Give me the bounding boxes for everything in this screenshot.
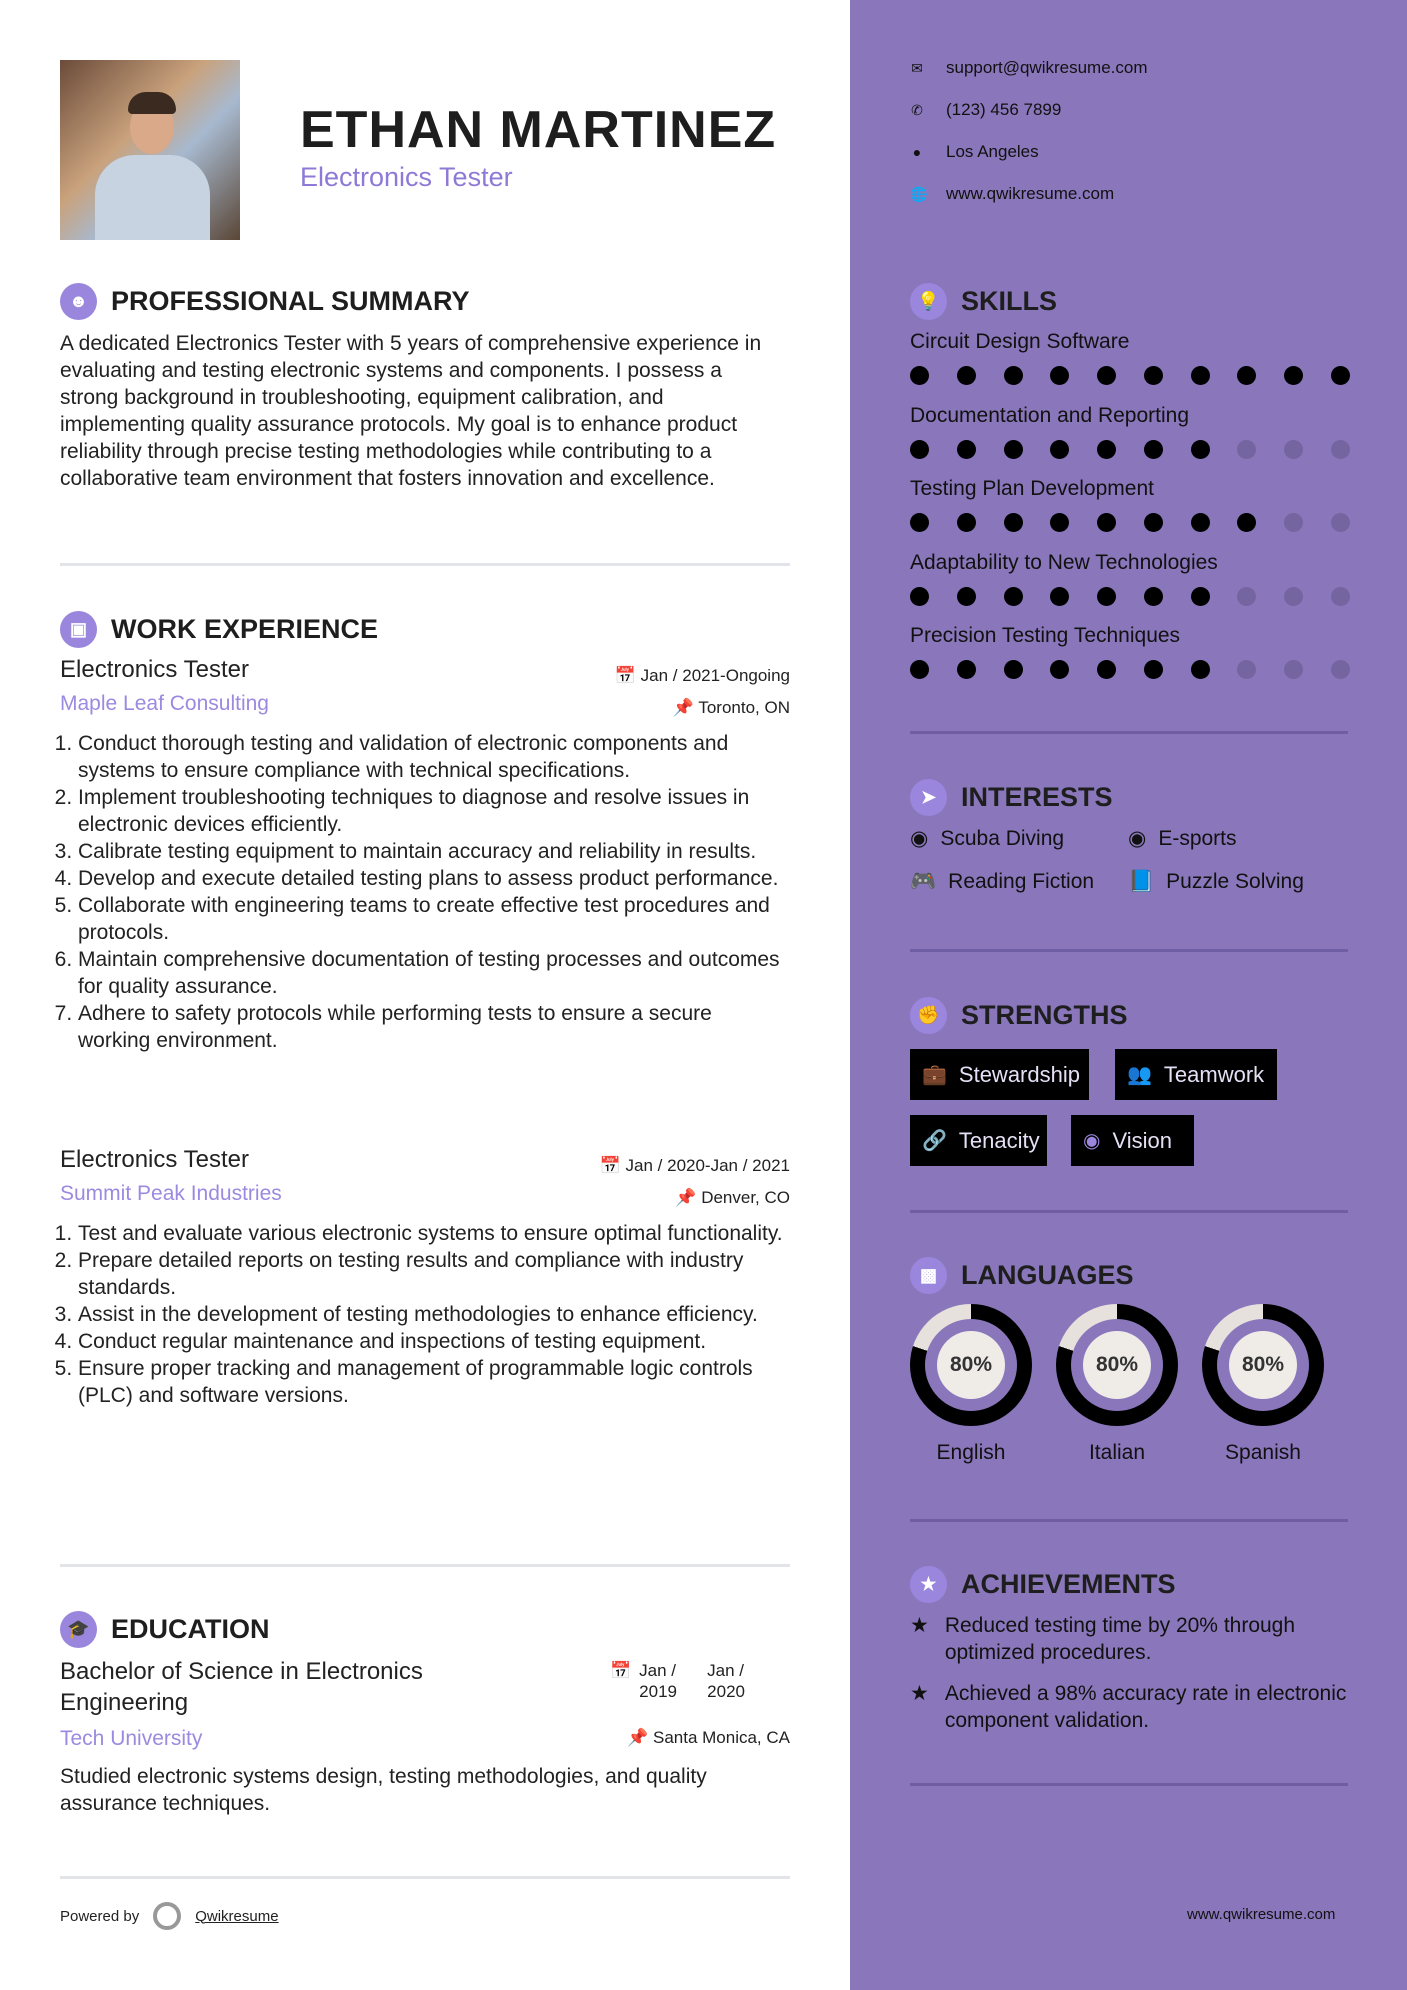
strength-badge bbox=[910, 1049, 1089, 1100]
rating-dot-filled bbox=[1144, 440, 1163, 459]
skill-rating bbox=[910, 366, 1350, 385]
rating-dot-filled bbox=[910, 440, 929, 459]
rating-dot-filled bbox=[1237, 366, 1256, 385]
profile-photo bbox=[60, 60, 240, 240]
job-duties bbox=[60, 1220, 790, 1409]
candidate-name: ETHAN MARTINEZ bbox=[300, 101, 777, 159]
rating-dot-filled bbox=[957, 513, 976, 532]
contact-location bbox=[910, 142, 1039, 162]
divider bbox=[910, 1210, 1348, 1213]
education-location-text: Santa Monica, CA bbox=[652, 1728, 790, 1747]
achievement-item bbox=[910, 1612, 1350, 1666]
skill-item bbox=[910, 624, 1350, 679]
rating-dot-filled bbox=[1097, 366, 1116, 385]
language-donut bbox=[1056, 1304, 1178, 1426]
summary-heading-text: PROFESSIONAL SUMMARY bbox=[111, 286, 470, 316]
language-name: Spanish bbox=[1225, 1441, 1301, 1464]
language-donut bbox=[1202, 1304, 1324, 1426]
skill-name: Circuit Design Software bbox=[910, 330, 1130, 353]
binoculars-icon: ◉ bbox=[1083, 1130, 1101, 1152]
strength-badge bbox=[1115, 1049, 1277, 1100]
strength-badge bbox=[910, 1115, 1047, 1166]
job-dates: 📅 Jan / 2020-Jan / 2021 bbox=[599, 1156, 790, 1175]
achievements-heading bbox=[910, 1566, 1176, 1603]
duty-item: 4. Conduct regular maintenance and inspections of testing equipment. bbox=[78, 1328, 790, 1355]
language-donut bbox=[910, 1304, 1032, 1426]
school-name: Tech University bbox=[60, 1727, 203, 1750]
phone-text: (123) 456 7899 bbox=[946, 100, 1062, 119]
job-title: Electronics Tester bbox=[60, 1146, 249, 1173]
duty-item: 3. Assist in the development of testing methodologies to enhance efficiency. bbox=[78, 1301, 790, 1328]
divider bbox=[910, 949, 1348, 952]
education-location: 📌 Santa Monica, CA bbox=[627, 1728, 790, 1747]
gamepad-icon: 🎮 bbox=[910, 870, 937, 893]
interest-item bbox=[1128, 826, 1237, 851]
achievements-heading-text: ACHIEVEMENTS bbox=[961, 1569, 1176, 1599]
paper-plane-icon: ➤ bbox=[910, 779, 947, 816]
education-dates bbox=[610, 1660, 757, 1702]
skill-name: Testing Plan Development bbox=[910, 477, 1154, 500]
powered-by-text: Powered by bbox=[60, 1907, 140, 1925]
rating-dot-empty bbox=[1284, 440, 1303, 459]
divider bbox=[910, 731, 1348, 734]
degree: Bachelor of Science in Electronics Engineering bbox=[60, 1658, 423, 1716]
achievement-text: Reduced testing time by 20% through optimized procedures. bbox=[944, 1614, 1296, 1664]
rating-dot-filled bbox=[1144, 587, 1163, 606]
job-entry bbox=[60, 656, 790, 1054]
rating-dot-filled bbox=[1144, 660, 1163, 679]
rating-dot-filled bbox=[957, 587, 976, 606]
briefcase-icon: 💼 bbox=[922, 1064, 947, 1086]
footer-url[interactable]: www.qwikresume.com bbox=[1187, 1906, 1336, 1923]
fist-icon: ✊ bbox=[910, 997, 947, 1034]
rating-dot-empty bbox=[1331, 440, 1350, 459]
duty-item: 5. Collaborate with engineering teams to create effective test procedures and protocols. bbox=[78, 892, 790, 946]
rating-dot-filled bbox=[1050, 513, 1069, 532]
duty-item: 1. Conduct thorough testing and validation of electronic components and systems to ensure compliance with technical specifications. bbox=[78, 730, 790, 784]
job-title: Electronics Tester bbox=[60, 656, 249, 683]
language-percent: 80% bbox=[937, 1331, 1005, 1399]
lightbulb-icon: 💡 bbox=[910, 283, 947, 320]
achievement-item bbox=[910, 1680, 1350, 1734]
languages-heading bbox=[910, 1257, 1134, 1294]
divider bbox=[60, 1876, 790, 1879]
education-heading-text: EDUCATION bbox=[111, 1614, 270, 1644]
education-start: Jan / 2019 bbox=[639, 1661, 677, 1701]
rating-dot-filled bbox=[1004, 660, 1023, 679]
rating-dot-filled bbox=[1191, 513, 1210, 532]
qwikresume-link[interactable]: Qwikresume bbox=[195, 1907, 279, 1925]
strengths-heading-text: STRENGTHS bbox=[961, 1000, 1128, 1030]
skill-name: Documentation and Reporting bbox=[910, 403, 1190, 427]
shooting-star-icon: ★ bbox=[910, 1614, 929, 1637]
rating-dot-filled bbox=[1097, 660, 1116, 679]
rating-dot-empty bbox=[1331, 513, 1350, 532]
strength-label: Vision bbox=[1112, 1127, 1172, 1153]
users-icon: 👥 bbox=[1127, 1064, 1152, 1086]
rating-dot-filled bbox=[957, 440, 976, 459]
strengths-heading bbox=[910, 997, 1128, 1034]
divider bbox=[60, 1564, 790, 1567]
skills-heading-text: SKILLS bbox=[961, 286, 1058, 316]
duty-item: 2. Implement troubleshooting techniques to diagnose and resolve issues in electronic devices efficiently. bbox=[78, 784, 790, 838]
skills-heading bbox=[910, 283, 1057, 320]
language-name: Italian bbox=[1088, 1441, 1146, 1464]
skill-name: Precision Testing Techniques bbox=[910, 624, 1181, 647]
summary-heading bbox=[60, 283, 470, 320]
interest-label: Scuba Diving bbox=[940, 826, 1065, 850]
powered-by bbox=[60, 1902, 279, 1930]
language-card-icon: ▩ bbox=[910, 1257, 947, 1294]
rating-dot-empty bbox=[1331, 587, 1350, 606]
rating-dot-filled bbox=[1004, 366, 1023, 385]
rating-dot-filled bbox=[957, 660, 976, 679]
interests-heading bbox=[910, 779, 1113, 816]
globe-icon: 🌐 bbox=[910, 185, 928, 202]
rating-dot-filled bbox=[910, 366, 929, 385]
user-icon: ☻ bbox=[60, 283, 97, 320]
strength-label: Tenacity bbox=[958, 1127, 1040, 1153]
interest-item bbox=[1128, 870, 1304, 894]
interest-label: Reading Fiction bbox=[948, 870, 1095, 893]
skill-rating bbox=[910, 660, 1350, 679]
duty-item: 2. Prepare detailed reports on testing results and compliance with industry standards. bbox=[78, 1247, 790, 1301]
book-icon: 📘 bbox=[1128, 870, 1155, 893]
rating-dot-empty bbox=[1237, 440, 1256, 459]
language-percent: 80% bbox=[1229, 1331, 1297, 1399]
rating-dot-filled bbox=[1191, 587, 1210, 606]
skill-name: Adaptability to New Technologies bbox=[910, 550, 1218, 574]
skill-rating bbox=[910, 587, 1350, 606]
rating-dot-filled bbox=[1331, 366, 1350, 385]
language-percent: 80% bbox=[1083, 1331, 1151, 1399]
company-name: Summit Peak Industries bbox=[60, 1182, 282, 1205]
education-end: Jan / 2020 bbox=[707, 1661, 745, 1701]
job-dates-text: Jan / 2020-Jan / 2021 bbox=[625, 1156, 790, 1175]
skill-rating bbox=[910, 440, 1350, 459]
education-heading bbox=[60, 1611, 270, 1648]
map-pin-icon: ● bbox=[912, 144, 922, 160]
rating-dot-empty bbox=[1331, 660, 1350, 679]
life-ring-icon: ◉ bbox=[910, 827, 929, 850]
job-location-text: Toronto, ON bbox=[698, 698, 790, 717]
location-text: Los Angeles bbox=[946, 142, 1039, 161]
chair-icon: ▣ bbox=[60, 611, 97, 648]
rating-dot-filled bbox=[1191, 660, 1210, 679]
rating-dot-empty bbox=[1284, 587, 1303, 606]
email-text: support@qwikresume.com bbox=[946, 58, 1148, 77]
skill-item bbox=[910, 551, 1350, 606]
interest-label: Puzzle Solving bbox=[1166, 870, 1304, 893]
divider bbox=[910, 1519, 1348, 1522]
work-heading-text: WORK EXPERIENCE bbox=[111, 614, 379, 644]
skill-item bbox=[910, 330, 1350, 385]
link-icon: 🔗 bbox=[922, 1130, 947, 1152]
shooting-star-icon: ★ bbox=[910, 1682, 929, 1705]
strength-badge bbox=[1071, 1115, 1194, 1166]
company-name: Maple Leaf Consulting bbox=[60, 692, 269, 715]
calendar-icon: 📅 bbox=[610, 1661, 632, 1680]
rating-dot-empty bbox=[1284, 660, 1303, 679]
interest-item bbox=[910, 826, 1064, 851]
rating-dot-filled bbox=[957, 366, 976, 385]
job-entry bbox=[60, 1146, 790, 1409]
candidate-title: Electronics Tester bbox=[300, 162, 513, 192]
rating-dot-filled bbox=[910, 660, 929, 679]
strength-label: Teamwork bbox=[1163, 1061, 1265, 1087]
interest-item bbox=[910, 870, 1094, 894]
work-heading bbox=[60, 611, 378, 648]
achievement-text: Achieved a 98% accuracy rate in electronic component validation. bbox=[944, 1682, 1347, 1732]
skill-rating bbox=[910, 513, 1350, 532]
life-ring-icon: ◉ bbox=[1128, 827, 1147, 850]
star-icon: ★ bbox=[910, 1566, 947, 1603]
rating-dot-filled bbox=[1050, 366, 1069, 385]
interest-label: E-sports bbox=[1158, 826, 1237, 850]
contact-phone bbox=[910, 100, 1061, 120]
graduate-icon: 🎓 bbox=[60, 1611, 97, 1648]
rating-dot-empty bbox=[1284, 513, 1303, 532]
interests-heading-text: INTERESTS bbox=[961, 782, 1113, 812]
rating-dot-filled bbox=[1284, 366, 1303, 385]
job-location: 📌 Denver, CO bbox=[675, 1188, 790, 1207]
job-duties bbox=[60, 730, 790, 1054]
job-location: 📌 Toronto, ON bbox=[672, 698, 790, 717]
rating-dot-empty bbox=[1237, 587, 1256, 606]
duty-item: 1. Test and evaluate various electronic systems to ensure optimal functionality. bbox=[78, 1220, 790, 1247]
job-location-text: Denver, CO bbox=[701, 1188, 790, 1207]
education-text: Studied electronic systems design, testing methodologies, and quality assurance techniques. bbox=[60, 1765, 707, 1815]
rating-dot-filled bbox=[910, 587, 929, 606]
skill-item bbox=[910, 404, 1350, 459]
envelope-icon: ✉ bbox=[911, 59, 923, 76]
rating-dot-filled bbox=[910, 513, 929, 532]
job-dates: 📅 Jan / 2021-Ongoing bbox=[614, 666, 790, 685]
summary-text: A dedicated Electronics Tester with 5 years of comprehensive experience in evaluating and testing electronic systems and components. I possess a strong background in troubleshooting, equipment calibration, and implementing quality assurance protocols. My goal is to enhance product reliability through precise testing methodologies while contributing to a collaborative team environment that fosters innovation and excellence. bbox=[60, 332, 762, 490]
rating-dot-filled bbox=[1050, 440, 1069, 459]
duty-item: 7. Adhere to safety protocols while performing tests to ensure a secure working environment. bbox=[78, 1000, 790, 1054]
rating-dot-filled bbox=[1144, 513, 1163, 532]
languages-heading-text: LANGUAGES bbox=[961, 1260, 1134, 1290]
duty-item: 6. Maintain comprehensive documentation of testing processes and outcomes for quality assurance. bbox=[78, 946, 790, 1000]
qwikresume-logo-icon bbox=[153, 1902, 181, 1930]
rating-dot-filled bbox=[1050, 587, 1069, 606]
rating-dot-filled bbox=[1004, 440, 1023, 459]
contact-email[interactable] bbox=[910, 58, 1148, 78]
rating-dot-filled bbox=[1097, 513, 1116, 532]
rating-dot-filled bbox=[1004, 587, 1023, 606]
website-text: www.qwikresume.com bbox=[946, 184, 1115, 203]
rating-dot-filled bbox=[1004, 513, 1023, 532]
duty-item: 4. Develop and execute detailed testing plans to assess product performance. bbox=[78, 865, 790, 892]
rating-dot-filled bbox=[1097, 587, 1116, 606]
rating-dot-filled bbox=[1144, 366, 1163, 385]
divider bbox=[60, 563, 790, 566]
rating-dot-filled bbox=[1050, 660, 1069, 679]
skill-item bbox=[910, 477, 1350, 532]
rating-dot-filled bbox=[1097, 440, 1116, 459]
rating-dot-filled bbox=[1191, 366, 1210, 385]
language-name: English bbox=[936, 1441, 1006, 1464]
rating-dot-filled bbox=[1191, 440, 1210, 459]
strength-label: Stewardship bbox=[958, 1061, 1080, 1087]
duty-item: 3. Calibrate testing equipment to maintain accuracy and reliability in results. bbox=[78, 838, 790, 865]
job-dates-text: Jan / 2021-Ongoing bbox=[640, 666, 790, 685]
duty-item: 5. Ensure proper tracking and management of programmable logic controls (PLC) and software versions. bbox=[78, 1355, 790, 1409]
divider bbox=[910, 1783, 1348, 1786]
phone-icon: ✆ bbox=[911, 101, 923, 118]
rating-dot-filled bbox=[1237, 513, 1256, 532]
contact-website[interactable] bbox=[910, 184, 1114, 204]
rating-dot-empty bbox=[1237, 660, 1256, 679]
